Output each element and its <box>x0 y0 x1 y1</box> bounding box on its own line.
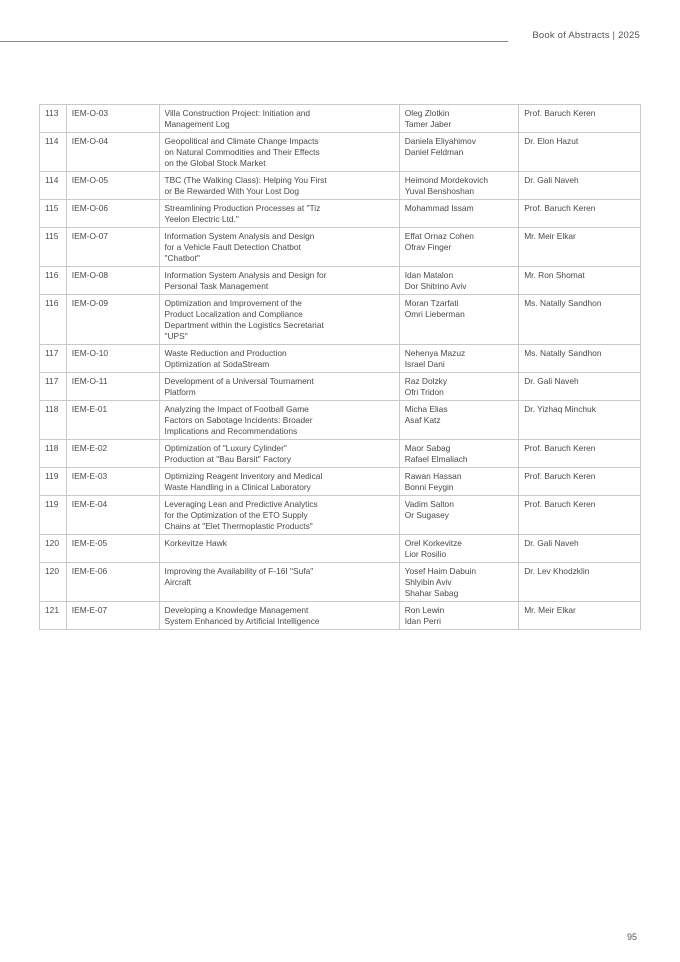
project-title-line: Optimizing Reagent Inventory and Medical <box>164 471 323 481</box>
project-code-cell: IEM-O-11 <box>66 373 159 401</box>
student-name: Daniel Feldman <box>404 147 464 157</box>
table-row <box>40 496 641 535</box>
advisor-cell: Prof. Baruch Keren <box>519 105 641 133</box>
student-name: Micha Elias <box>404 404 448 414</box>
running-header-title: Book of Abstracts | 2025 <box>532 30 640 41</box>
project-title-line: Developing a Knowledge Management <box>164 605 309 615</box>
project-title-line: Production at "Bau Barsit" Factory <box>164 454 292 464</box>
project-title-cell <box>159 133 399 172</box>
page-ref-cell: 121 <box>40 602 67 630</box>
page-ref-cell: 120 <box>40 535 67 563</box>
page-ref-cell: 119 <box>40 468 67 496</box>
student-name: Shahar Sabag <box>404 588 459 598</box>
project-title-line: Department within the Logistics Secretariat <box>164 320 324 330</box>
student-name: Yosef Haim Dabuin <box>404 566 477 576</box>
students-cell <box>399 563 519 602</box>
project-title-cell <box>159 468 399 496</box>
project-title-line: Factors on Sabotage Incidents: Broader <box>164 415 313 425</box>
project-title-cell <box>159 401 399 440</box>
project-title-cell <box>159 373 399 401</box>
project-code-cell: IEM-E-05 <box>66 535 159 563</box>
student-name: Rawan Hassan <box>404 471 462 481</box>
project-title-line: Product Localization and Compliance <box>164 309 303 319</box>
project-title-line: Personal Task Management <box>164 281 269 291</box>
student-name: Mohammad Issam <box>404 203 474 213</box>
table-row <box>40 228 641 267</box>
student-name: Heimond Mordekovich <box>404 175 489 185</box>
student-name: Moran Tzarfati <box>404 298 459 308</box>
project-code-cell: IEM-O-06 <box>66 200 159 228</box>
project-title-line: "UPS" <box>164 331 188 341</box>
page-ref-cell: 116 <box>40 295 67 345</box>
student-name: Dor Shitrino Aviv <box>404 281 467 291</box>
students-cell <box>399 468 519 496</box>
project-code-cell: IEM-E-04 <box>66 496 159 535</box>
student-name: Rafael Elmaliach <box>404 454 468 464</box>
advisor-cell: Mr. Meir Elkar <box>519 228 641 267</box>
advisor-cell: Ms. Natally Sandhon <box>519 295 641 345</box>
student-name: Yuval Benshoshan <box>404 186 475 196</box>
page-ref-cell: 115 <box>40 200 67 228</box>
project-title-line: Optimization of "Luxury Cylinder" <box>164 443 287 453</box>
student-name: Nehenya Mazuz <box>404 348 466 358</box>
project-title-line: Waste Handling in a Clinical Laboratory <box>164 482 311 492</box>
students-cell <box>399 228 519 267</box>
page-ref-cell: 118 <box>40 401 67 440</box>
student-name: Asaf Katz <box>404 415 441 425</box>
projects-table-body <box>40 105 641 630</box>
project-title-cell <box>159 267 399 295</box>
page-ref-cell: 113 <box>40 105 67 133</box>
project-title-cell <box>159 345 399 373</box>
advisor-cell: Dr. Elon Hazut <box>519 133 641 172</box>
student-name: Or Sugasey <box>404 510 449 520</box>
project-title-line: Korkevitze Hawk <box>164 538 227 548</box>
student-name: Ofrav Finger <box>404 242 452 252</box>
advisor-cell: Prof. Baruch Keren <box>519 468 641 496</box>
students-cell <box>399 496 519 535</box>
project-title-line: on Natural Commodities and Their Effects <box>164 147 320 157</box>
student-name: Tamer Jaber <box>404 119 452 129</box>
table-row <box>40 535 641 563</box>
project-title-line: Information System Analysis and Design <box>164 231 315 241</box>
page-number: 95 <box>626 932 637 942</box>
project-title-line: on the Global Stock Market <box>164 158 266 168</box>
project-title-line: Management Log <box>164 119 230 129</box>
project-title-cell <box>159 602 399 630</box>
project-title-cell <box>159 563 399 602</box>
student-name: Omri Lieberman <box>404 309 465 319</box>
student-name: Bonni Feygin <box>404 482 454 492</box>
project-title-line: for the Optimization of the ETO Supply <box>164 510 308 520</box>
students-cell <box>399 267 519 295</box>
table-row <box>40 468 641 496</box>
students-cell <box>399 295 519 345</box>
project-title-line: or Be Rewarded With Your Lost Dog <box>164 186 300 196</box>
advisor-cell: Dr. Gali Naveh <box>519 373 641 401</box>
student-name: Effat Ornaz Cohen <box>404 231 474 241</box>
project-title-cell <box>159 105 399 133</box>
advisor-cell: Dr. Gali Naveh <box>519 535 641 563</box>
students-cell <box>399 401 519 440</box>
project-code-cell: IEM-O-09 <box>66 295 159 345</box>
advisor-cell: Prof. Baruch Keren <box>519 200 641 228</box>
project-title-cell <box>159 496 399 535</box>
advisor-cell: Prof. Baruch Keren <box>519 496 641 535</box>
advisor-cell: Prof. Baruch Keren <box>519 440 641 468</box>
project-title-line: Information System Analysis and Design for <box>164 270 327 280</box>
project-title-line: for a Vehicle Fault Detection Chatbot <box>164 242 301 252</box>
project-title-cell <box>159 228 399 267</box>
table-row <box>40 401 641 440</box>
students-cell <box>399 345 519 373</box>
project-title-cell <box>159 200 399 228</box>
student-name: Oleg Zlotkin <box>404 108 450 118</box>
student-name: Ron Lewin <box>404 605 445 615</box>
project-code-cell: IEM-O-04 <box>66 133 159 172</box>
student-name: Orel Korkevitze <box>404 538 462 548</box>
project-title-line: Chains at "Elet Thermoplastic Products" <box>164 521 313 531</box>
project-code-cell: IEM-E-01 <box>66 401 159 440</box>
project-title-line: Platform <box>164 387 196 397</box>
page-ref-cell: 118 <box>40 440 67 468</box>
advisor-cell: Ms. Natally Sandhon <box>519 345 641 373</box>
advisor-cell: Dr. Lev Khodzklin <box>519 563 641 602</box>
student-name: Raz Dolzky <box>404 376 448 386</box>
students-cell <box>399 373 519 401</box>
table-row <box>40 267 641 295</box>
project-code-cell: IEM-E-03 <box>66 468 159 496</box>
page-ref-cell: 115 <box>40 228 67 267</box>
project-title-cell <box>159 535 399 563</box>
project-code-cell: IEM-O-05 <box>66 172 159 200</box>
students-cell <box>399 133 519 172</box>
project-title-line: Analyzing the Impact of Football Game <box>164 404 309 414</box>
project-title-line: TBC (The Walking Class): Helping You First <box>164 175 327 185</box>
page-ref-cell: 114 <box>40 133 67 172</box>
project-title-line: Streamlining Production Processes at "Tiz <box>164 203 321 213</box>
project-title-cell <box>159 440 399 468</box>
students-cell <box>399 602 519 630</box>
table-row <box>40 172 641 200</box>
project-title-line: Geopolitical and Climate Change Impacts <box>164 136 319 146</box>
project-title-line: Improving the Availability of F-16I "Sufa" <box>164 566 314 576</box>
project-title-line: Implications and Recommendations <box>164 426 298 436</box>
student-name: Israel Dani <box>404 359 445 369</box>
project-title-line: Villa Construction Project: Initiation and <box>164 108 311 118</box>
student-name: Vadim Salton <box>404 499 454 509</box>
student-name: Idan Matalon <box>404 270 454 280</box>
table-row <box>40 373 641 401</box>
student-name: Ofri Tridon <box>404 387 444 397</box>
advisor-cell: Mr. Ron Shomat <box>519 267 641 295</box>
page-ref-cell: 116 <box>40 267 67 295</box>
student-name: Maor Sabag <box>404 443 451 453</box>
project-code-cell: IEM-E-07 <box>66 602 159 630</box>
advisor-cell: Dr. Gali Naveh <box>519 172 641 200</box>
advisor-cell: Mr. Meir Elkar <box>519 602 641 630</box>
table-row <box>40 200 641 228</box>
project-title-line: Yeelon Electric Ltd." <box>164 214 239 224</box>
table-row <box>40 133 641 172</box>
table-row <box>40 295 641 345</box>
header-rule <box>0 41 508 42</box>
advisor-cell: Dr. Yizhaq Minchuk <box>519 401 641 440</box>
project-code-cell: IEM-E-02 <box>66 440 159 468</box>
project-title-cell <box>159 295 399 345</box>
project-code-cell: IEM-O-08 <box>66 267 159 295</box>
project-title-line: Leveraging Lean and Predictive Analytics <box>164 499 318 509</box>
project-code-cell: IEM-O-07 <box>66 228 159 267</box>
students-cell <box>399 440 519 468</box>
project-code-cell: IEM-O-03 <box>66 105 159 133</box>
page-ref-cell: 120 <box>40 563 67 602</box>
students-cell <box>399 200 519 228</box>
page-ref-cell: 117 <box>40 373 67 401</box>
project-title-line: Waste Reduction and Production <box>164 348 287 358</box>
table-row <box>40 105 641 133</box>
project-code-cell: IEM-O-10 <box>66 345 159 373</box>
page-ref-cell: 114 <box>40 172 67 200</box>
page-ref-cell: 119 <box>40 496 67 535</box>
project-title-line: Development of a Universal Tournament <box>164 376 314 386</box>
projects-table <box>39 104 641 630</box>
student-name: Daniela Eliyahimov <box>404 136 476 146</box>
table-row <box>40 440 641 468</box>
students-cell <box>399 105 519 133</box>
table-row <box>40 345 641 373</box>
student-name: Lior Rosilio <box>404 549 447 559</box>
student-name: Idan Perri <box>404 616 441 626</box>
students-cell <box>399 172 519 200</box>
project-title-line: Aircraft <box>164 577 192 587</box>
table-row <box>40 563 641 602</box>
project-title-line: "Chatbot" <box>164 253 200 263</box>
students-cell <box>399 535 519 563</box>
table-row <box>40 602 641 630</box>
project-title-cell <box>159 172 399 200</box>
project-title-line: System Enhanced by Artificial Intelligence <box>164 616 320 626</box>
project-code-cell: IEM-E-06 <box>66 563 159 602</box>
project-title-line: Optimization and Improvement of the <box>164 298 302 308</box>
project-title-line: Optimization at SodaStream <box>164 359 270 369</box>
page-ref-cell: 117 <box>40 345 67 373</box>
student-name: Shlyibin Aviv <box>404 577 452 587</box>
